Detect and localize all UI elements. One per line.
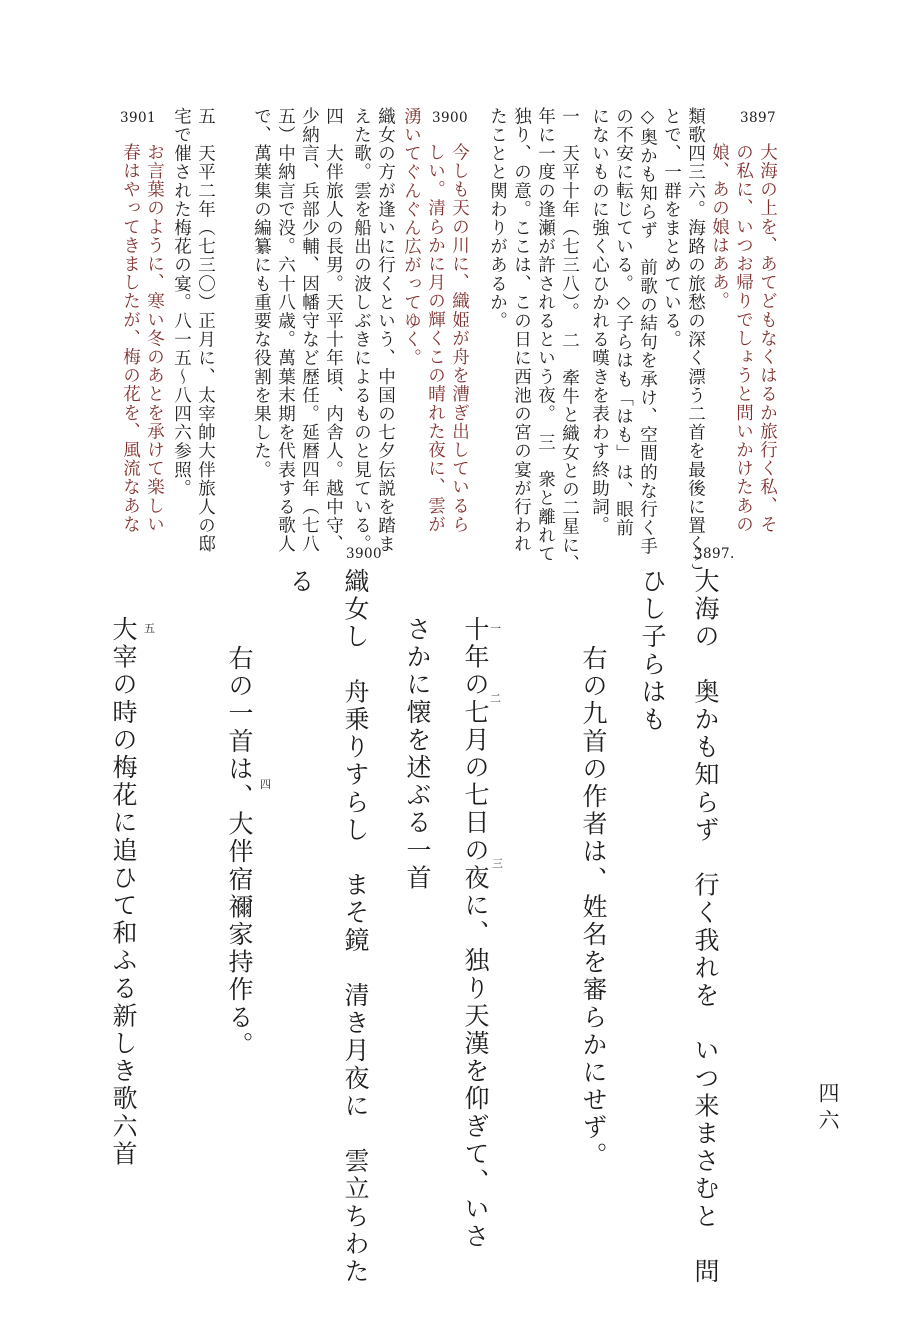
poem-3900-line-2: る xyxy=(286,568,315,596)
footnote-4-line-3: 五）中納言で没。六十八歳。萬葉末期を代表する歌人 xyxy=(275,107,296,554)
note-mark-2: 二 xyxy=(490,692,502,705)
commentary-3897-line-2: とで、一群をまとめている。 xyxy=(661,107,682,349)
translation-3897-line-2: の私に、いつお帰りでしょうと問いかけたあの xyxy=(733,143,754,534)
translation-3901-line-2: 春はやってきましたが、梅の花を、風流なあな xyxy=(120,143,141,534)
poem-number-3900: 3900 xyxy=(432,110,468,126)
footnote-4-line-4: で、萬葉集の編纂にも重要な役割を果した。 xyxy=(251,107,272,479)
poem-number-3901: 3901 xyxy=(120,110,156,126)
commentary-3897-line-4: の不安に転じている。◇子らはも「はも」は、眼前 xyxy=(613,107,634,538)
footnote-1-2: 一 天平十年（七三八）。 二 牽牛と織女との二星に、 xyxy=(559,107,580,574)
commentary-3897-line-3: ◇奥かも知らず 前歌の結句を承け、空間的な行く手 xyxy=(637,107,658,556)
poem-number-3897: 3897 xyxy=(740,110,776,126)
note-mark-5: 五 xyxy=(144,622,156,635)
footnote-5-line-1: 五 天平二年（七三〇）正月に、太宰帥大伴旅人の邸 xyxy=(195,107,216,554)
translation-3900-line-3: 湧いてぐんぐん広がってゆく。 xyxy=(401,107,422,368)
heading-3901: 大宰の時の梅花に追ひて和ふる新しき歌六首 xyxy=(109,616,138,1168)
translation-3901-line-1: お言葉のように、寒い冬のあとを承けて楽しい xyxy=(144,143,165,534)
footnote-3-cont: 独り、の意。ここは、この日に西池の宮の宴が行われ xyxy=(511,107,532,554)
footnote-3-end: たことと関わりがあるか。 xyxy=(487,107,508,331)
author-note-3900: 右の一首は、大伴宿禰家持作る。 xyxy=(225,645,254,1059)
translation-3900-line-2: しい。清らかに月の輝くこの晴れた夜に、雲が xyxy=(425,143,446,534)
author-note-3897: 右の九首の作者は、姓名を審らかにせず。 xyxy=(579,645,608,1170)
commentary-3900-line-1: 織女の方が逢いに行くという、中国の七夕伝説を踏ま xyxy=(375,107,396,554)
commentary-3897-line-1: 類歌四三六。海路の旅愁の深く漂う二首を最後に置くこ xyxy=(685,107,706,572)
heading-3900-line-1: 十年の七月の七日の夜に、独り天漢を仰ぎて、いさ xyxy=(461,616,490,1251)
poem-number-3900-main: 3900 xyxy=(346,546,382,562)
commentary-3897-line-5: にないものに強く心ひかれる嘆きを表わす終助詞。 xyxy=(589,107,610,535)
poem-number-3897-main: 3897. xyxy=(694,546,735,562)
note-mark-3: 三 xyxy=(492,857,504,870)
poem-3897-line-1: 大海の 奥かも知らず 行く我れを いつ来まさむと 問 xyxy=(691,568,720,1286)
translation-3900-line-1: 今しも天の川に、織姫が舟を漕ぎ出しているら xyxy=(449,143,470,534)
translation-3897-line-1: 大海の上を、あてどもなくはるか旅行く私、そ xyxy=(757,143,778,534)
page-number: 四六 xyxy=(816,1082,840,1136)
poem-3900-line-1: 織女し 舟乗りすらし まそ鏡 清き月夜に 雲立ちわた xyxy=(341,568,370,1286)
note-mark-4: 四 xyxy=(260,778,272,791)
poem-3897-line-2: ひし子らはも xyxy=(638,568,667,734)
footnote-2-3: 年に一度の逢瀬が許されるという夜。 三 衆と離れて xyxy=(535,107,556,564)
heading-3900-line-2: さかに懐を述ぶる一首 xyxy=(403,616,432,892)
note-mark-1: 一 xyxy=(490,622,502,635)
translation-3897-line-3: 娘、あの娘はああ。 xyxy=(709,143,730,311)
footnote-4-line-2: 少納言、兵部少輔、因幡守など歴任。延暦四年（七八 xyxy=(299,107,320,554)
footnote-5-line-2: 宅で催された梅花の宴。八一五～八四六参照。 xyxy=(171,107,192,498)
commentary-3900-line-2: えた歌。雲を船出の波しぶきによるものと見ている。 xyxy=(351,107,372,554)
footnote-4-line-1: 四 大伴旅人の長男。天平十年頃、内舎人。越中守、 xyxy=(323,107,344,554)
